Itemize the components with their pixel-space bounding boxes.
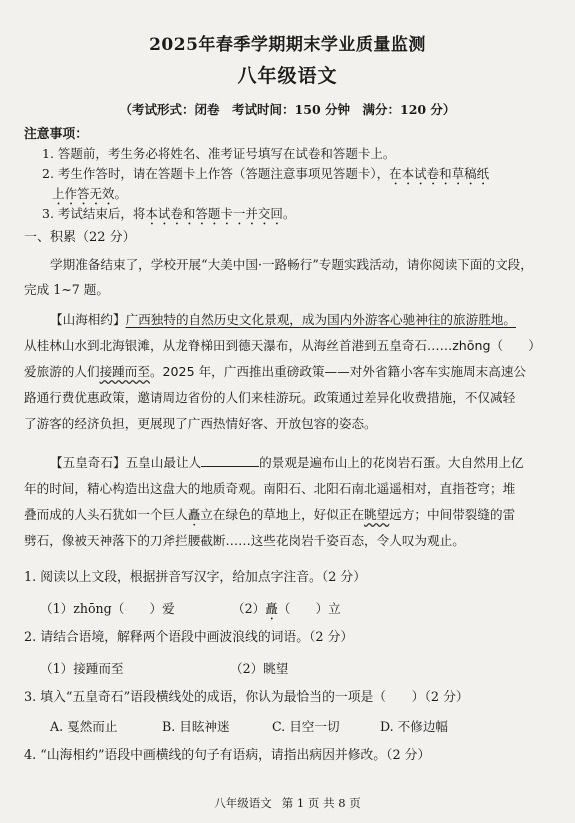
note-item-2-text: 2. 考生作答时，请在答题卡上作答（答题注意事项见答题卡）， <box>42 166 390 181</box>
passage-1-text-cont: 。2025 年，广西推出重磅政策——对外省籍小客车实施周末高速公 <box>149 364 527 379</box>
exam-info: （考试形式：闭卷 考试时间：150 分钟 满分：120 分） <box>119 102 456 117</box>
footer-subject: 八年级语文 <box>214 796 272 810</box>
note-item-2-emph: 在本试卷和草稿纸 <box>389 166 490 181</box>
passage-2-line-4: 劈石，像被天神落下的刀斧拦腰截断……这些花岗岩千姿百态，令人叹为观止。 <box>24 533 465 548</box>
passage-2-line-1 <box>50 450 553 475</box>
section-intro-cont: 完成 1~7 题。 <box>24 282 109 297</box>
passage-2-text-cont: 的景观是遍布山上的花岗岩石蛋。大自然用上亿 <box>259 455 524 470</box>
question-3-option-b: B. 目眩神迷 <box>162 719 230 734</box>
question-2-option-1: （1）接踵而至 <box>40 661 124 676</box>
question-2: 2. 请结合语境，解释两个语段中画波浪线的词语。（2 分） <box>24 630 354 645</box>
passage-2-line-3 <box>24 502 553 529</box>
page-footer <box>0 795 575 811</box>
dotted-char-chu: 矗 <box>187 507 201 522</box>
question-1-option-1: （1）zhōng（ ）爱 <box>40 601 175 616</box>
exam-title: 2025年春季学期期末学业质量监测 <box>149 35 426 55</box>
question-3-option-d: D. 不修边幅 <box>380 719 449 734</box>
wavy-word-jiezhong: 接踵而至 <box>99 364 150 379</box>
passage-1-line-1 <box>50 307 553 332</box>
passage-2-line-2: 年的时间，精心构造出这盘大的地质奇观。南阳石、北阳石南北遥遥相对，直指苍穹；堆 <box>24 481 516 496</box>
question-3-option-a: A. 戛然而止 <box>50 719 118 734</box>
passage-1-line-3 <box>24 359 553 384</box>
passage-2-text: 五皇山最让人 <box>125 455 202 470</box>
note-item-3 <box>42 204 295 228</box>
passage-2-text-c: 远方；中间带裂缝的雷 <box>389 507 516 522</box>
exam-subtitle: 八年级语文 <box>237 65 338 87</box>
question-1-option-2 <box>232 598 341 623</box>
note-item-3-text: 3. 考试结束后，将 <box>42 206 146 221</box>
section-heading: 一、积累（22 分） <box>24 230 136 245</box>
dotted-char-chu-q: 矗 <box>265 601 278 616</box>
note-item-2-emph-cont: 上作答无效。 <box>52 186 128 201</box>
passage-2-tag: 【五皇奇石】 <box>50 455 126 470</box>
question-3-option-c: C. 目空一切 <box>272 719 340 734</box>
question-3: 3. 填入“五皇奇石”语段横线处的成语，你认为最恰当的一项是（ ）（2 分） <box>24 690 469 705</box>
note-item-1: 1. 答题前，考生务必将姓名、准考证号填写在试卷和答题卡上。 <box>42 146 396 161</box>
fill-blank <box>201 454 259 467</box>
passage-1-line-4: 路通行费优惠政策，邀请周边省份的人们来桂游玩。政策通过差异化收费措施，不仅减轻 <box>24 390 516 405</box>
question-4: 4. “山海相约”语段中画横线的句子有语病，请指出病因并修改。（2 分） <box>24 748 431 763</box>
wavy-word-tiaowang: 眺望 <box>364 507 390 522</box>
section-intro: 学期准备结束了，学校开展“大美中国·一路畅行”专题实践活动，请你阅读下面的文段， <box>50 257 533 272</box>
passage-1-underlined-sentence: 广西独特的自然历史文化景观，成为国内外游客心驰神往的旅游胜地。 <box>125 312 516 327</box>
passage-1-line-5: 了游客的经济负担，更展现了广西热情好客、开放包容的姿态。 <box>24 416 377 431</box>
question-2-option-2: （2）眺望 <box>230 661 289 676</box>
question-1: 1. 阅读以上文段，根据拼音写汉字，给加点字注音。（2 分） <box>24 570 367 585</box>
notes-title: 注意事项： <box>24 127 88 142</box>
note-item-3-emph: 本试卷和答题卡一并交回。 <box>145 206 296 221</box>
passage-2-text-b: 立在绿色的草地上，好似正在 <box>200 507 365 522</box>
passage-1-tag: 【山海相约】 <box>50 312 126 327</box>
passage-1-text: 爱旅游的人们 <box>24 364 100 379</box>
passage-2-text-a: 叠而成的人头石犹如一个巨人 <box>24 507 188 522</box>
option-label: （2） <box>232 601 266 616</box>
footer-page-number: 第 1 页 共 8 页 <box>281 796 361 810</box>
passage-1-line-2: 从桂林山水到北海银滩，从龙脊梯田到德天瀑布，从海丝首港到五皇奇石……zhōng（ ） <box>24 338 541 353</box>
option-blank: （ ）立 <box>277 601 341 616</box>
